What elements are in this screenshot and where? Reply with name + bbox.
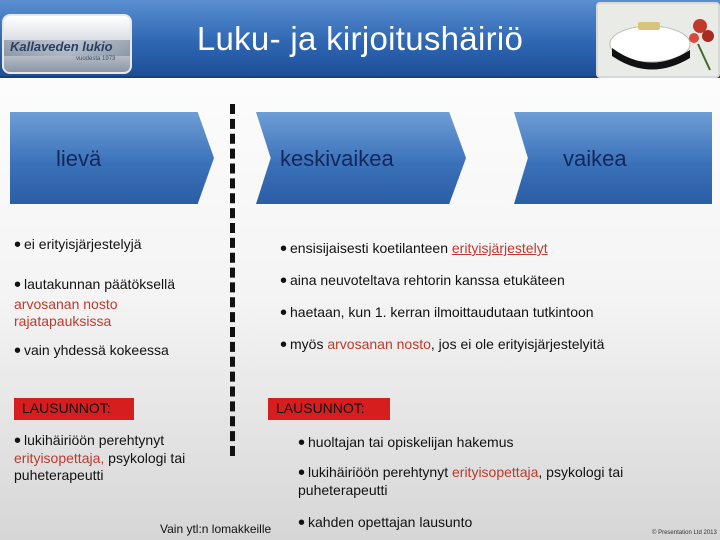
right-statement-2: • lukihäiriöön perehtynyt erityisopettaja, psykologi tai puheterapeutti [298,462,624,498]
right-statement-1: • huoltajan tai opiskelijan hakemus [298,432,514,454]
left-statements-label: LAUSUNNOT: [14,398,134,420]
left-statement: • lukihäiriöön perehtynyt erityisopettaja, psykologi tai puheterapeutti [14,430,186,483]
category-label-moderate: keskivaikea [280,146,394,171]
left-bullet-1: • ei erityisjärjestelyjä [14,234,142,256]
copyright-text: © Presentation Ltd 2013 [652,530,717,536]
graduation-cap-photo [596,2,720,78]
right-bullet-3: • haetaan, kun 1. kerran ilmoittaudutaan tutkintoon [280,302,594,324]
page-title: Luku- ja kirjoitushäiriö [196,20,524,57]
category-label-mild: lievä [56,146,102,171]
category-label-severe: vaikea [563,146,627,171]
right-statement-3: • kahden opettajan lausunto [298,512,473,534]
right-statements-label: LAUSUNNOT: [268,398,390,420]
logo-name: Kallaveden lukio [10,39,113,54]
header-bar [0,0,720,78]
right-bullet-1: • ensisijaisesti koetilanteen erityisjärjestelyt [280,238,548,260]
logo-subtext: vuodesta 1973 [76,56,116,62]
category-arrow-mild [10,112,214,204]
dashed-divider [230,104,235,456]
right-bullet-2: • aina neuvoteltava rehtorin kanssa etukäteen [280,270,565,292]
left-bullet-2: • lautakunnan päätöksellä [14,274,176,296]
left-bullet-3: • vain yhdessä kokeessa [14,340,169,362]
right-bullet-4: • myös arvosanan nosto, jos ei ole erityisjärjestelyitä [280,334,605,356]
left-red-note: arvosanan nosto rajatapauksissa [14,296,118,329]
footer-note: Vain ytl:n lomakkeille [160,522,272,536]
